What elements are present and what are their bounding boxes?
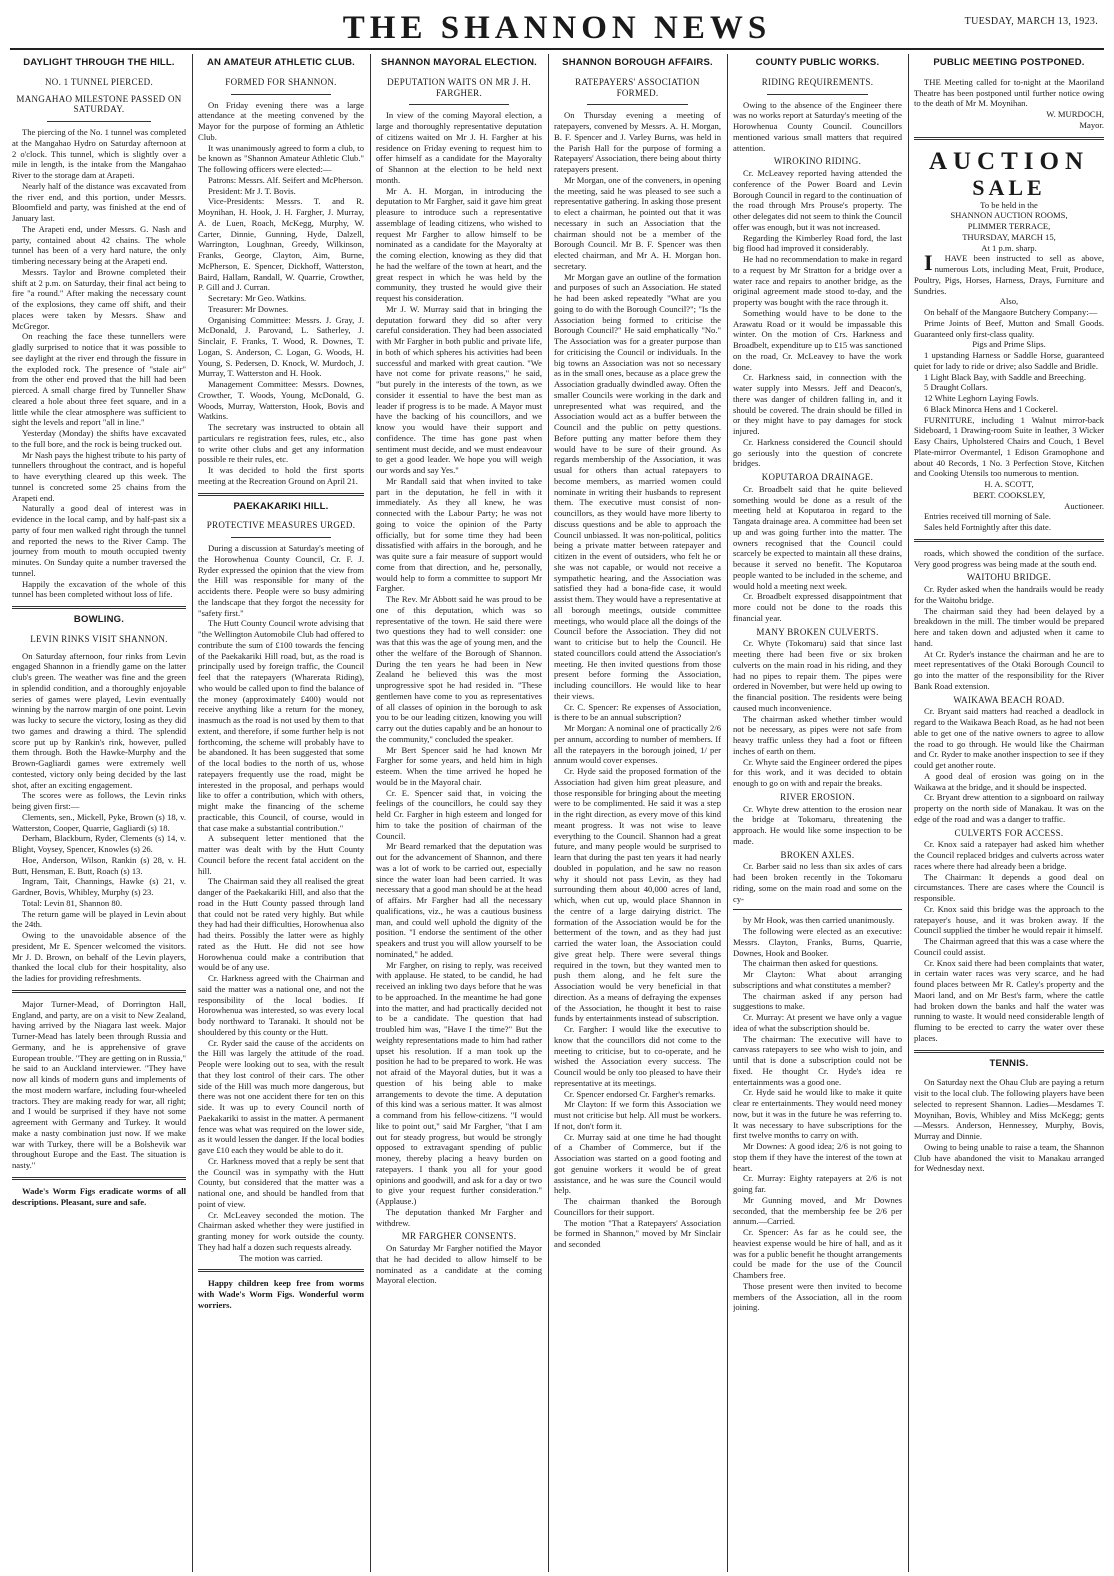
auction-body-text: HAVE been instructed to sell as above, numerous Lots, including Meat, Fruit, Produce, Poultry, Pigs, Horses, Harness, Drays, Furniture and Sundries. (914, 253, 1104, 296)
paragraph: Patrons: Messrs. Alf. Seifert and McPherson. (208, 174, 364, 185)
paragraph: Mr Fargher, on rising to reply, was received with applause. He stated, to be candid, he had received an inkling two days before that he was to be approached. In the meantime he had gone into the matter, and had practically decided not to be a candidate. The question that had troubled him was, "Have I the time?" But the weighty representations made to him had rather upset his resolution. If a man took up the position he had to be prepared to work. He was not afraid of the Mayoral duties, but it was a question of his being able to make arrangements to devote the time. A deputation of this kind was a serious matter. It was almost a command from his fellow-citizens. "I would like to point out," said Mr Fargher, "that I am out for steady progress, but would be strongly opposed to extravagant spending of public money, thereby placing a heavy burden on ratepayers. I thank you all for your good opinions and goodwill, and ask for a day or two to give your request further consideration." (Applause.) (376, 959, 542, 1206)
paragraph: Nearly half of the distance was excavated from the river end, and this portion, under Messrs. Bloomfield and party, was finished at the end of January last. (12, 180, 186, 223)
paragraph: The chairman asked if any person had suggestions to make. (733, 990, 902, 1012)
paragraph: Mr Morgan gave an outline of the formation and purposes of such an Association. He stated he had been asked repeatedly "What are you going to do with the Borough Council?"; "Is the Association being formed to criticise the Borough Council?" He said emphatically "No." The Association was for a greater purpose than for criticising the Council or individuals. In the big towns an Association was not so necessary as in the small ones, because as a place grew the Association gradually dwindled away. Often the smaller Councils were working in the dark and unrepresented what was required, and the Association would act as a buffer between the Council and the public on petty questions. Before putting any matter before them they would have to be sure of their ground. As regards membership of the Association, it was usual for others than actual ratepayers to become members, as married women could nominate in writing their husbands to represent them. The executive must consist of non-councillors, as they would have more liberty to discuss questions and be able to approach the Council unbiassed. It was non-political, politics being a private matter between ratepayer and citizen in the event of outsiders, who felt he or she was not capable, or would not receive a sympathetic hearing, and the Association was satisfied they had a bona-fide case, it would assist them. They would have a representative at all borough meetings, outside committee meetings, who would place all the doings of the Council before the Association. They did not want to criticise but to help the Council. He stated councillors could attend the Association's meeting. He then invited questions from those present before forming the Association, including councillors. He would like to hear their views. (554, 271, 721, 701)
divider (198, 1269, 364, 1272)
divider (914, 1050, 1104, 1053)
column-rule (548, 54, 549, 1572)
paragraph: Clements, sen., Mickell, Pyke, Brown (s) 18, v. Watterston, Cooper, Quarrie, Gagliardi (s) 18. (12, 811, 186, 833)
article-subhead: FORMED FOR SHANNON. (225, 76, 337, 87)
paragraph: Cr. McLeavey reported having attended the conference of the Power Board and Levin Borough Council in regard to the continuation of the road through Mrs Prouse's property. The other delegates did not seem to think the Council offer was enough, but it was not increased. (733, 168, 902, 232)
paragraph: Mr Nash pays the highest tribute to his party of tunnellers throughout the contract, and is hopeful to have everything cleared up this week. The tunnel is concreted some 25 chains from the Arapeti end. (12, 449, 186, 503)
column-6 (914, 54, 1104, 1572)
paragraph: Owing to the unavoidable absence of the president, Mr E. Spencer welcomed the visitors. Mr J. D. Brown, on behalf of the Levin players, thanked the local club for their hospitality, also the ladies for providing refreshments. (12, 930, 186, 983)
paragraph: Cr. Murray said at one time he had thought of a Chamber of Commerce, but if the Association was started on a good footing and got genuine workers it would be of great assistance, and he was sure the Council would help. (554, 1131, 721, 1196)
column-rule (908, 54, 909, 1572)
paragraph: by Mr Hook, was then carried unanimously. (743, 915, 895, 926)
paragraph: Treasurer: Mr Downes. (208, 303, 289, 314)
paragraph: A subsequent letter mentioned that the matter was dealt with by the Hutt County Council before the recent fatal accident on the hill. (198, 833, 364, 876)
paragraph: Cr. Broadbelt said that he quite believed something would be done as a result of the meeting held at Koputaroa in regard to the Tangata drainage area. A committee had been set up and was going further into the matter. The owners recognised that the Council could scarcely be expected to maintain all these drains, because it served no benefit. The Koputaroa people wanted to be included in the scheme, and would hold a meeting next week. (733, 483, 902, 591)
paragraph: Mr Bert Spencer said he had known Mr Fargher for some years, and held him in high esteem. When the time arrived he hoped he would be in the Mayoral chair. (376, 744, 542, 787)
section-heading: RIVER EROSION. (780, 791, 855, 802)
paragraph: It was unanimously agreed to form a club, to be known as "Shannon Amateur Athletic Club." The following officers were elected:— (198, 142, 364, 174)
paragraph: Cr. E. Spencer said that, in voicing the feelings of the councillors, he could say they held Cr. Fargher in high esteem and longed for him to take the position of chairman of the Council. (376, 787, 542, 841)
section-heading: WIROKINO RIDING. (773, 156, 862, 167)
paragraph: On Saturday Mr Fargher notified the Mayor that he had decided to allow himself to be nominated as a candidate at the coming Mayoral election. (376, 1243, 542, 1286)
auction-detail: At 1 p.m. sharp. (981, 242, 1037, 253)
divider (914, 137, 1104, 140)
auction-lot: 6 Black Minorca Hens and 1 Cockerel. (924, 403, 1058, 414)
paragraph: Cr. Bryant drew attention to a signboard on railway property on the north side of Manakau. It was on the edge of the road and was a danger to traffic. (914, 792, 1104, 824)
paragraph: The secretary was instructed to obtain all particulars re registration fees, rules, etc., also to write other clubs and get any information possible re their rules, etc. (198, 422, 364, 465)
paragraph: Cr. Whyte drew attention to the erosion near the bridge at Tokomaru, threatening the approach. He would like some inspection to be made. (733, 803, 902, 846)
divider (198, 493, 364, 496)
column-1 (12, 54, 186, 1572)
column-rule (192, 54, 193, 1572)
paragraph: On Saturday next the Ohau Club are paying a return visit to the local club. The following players have been selected to represent Shannon. Ladies—Mesdames T. Moynihan, Bovis, Whibley and Miss McKegg; gents—Messrs. Anderson, Hennessey, Murphy, Bovis, Murray and Dinnie. (914, 1077, 1104, 1141)
notice-signature: W. MURDOCH, (1046, 109, 1104, 119)
auction-headline: SALE (972, 174, 1046, 200)
section-heading: KOPUTAROA DRAINAGE. (761, 472, 874, 482)
auction-detail: Prime Joints of Beef, Mutton and Small Goods. Guaranteed only first-class quality. (914, 317, 1104, 339)
article-headline: SHANNON MAYORAL ELECTION. (381, 57, 537, 68)
auctioneer-name: H. A. SCOTT, (984, 479, 1034, 489)
paragraph: Organising Committee: Messrs. J. Gray, J. McDonald, J. Parovand, L. Satherley, J. Sinclair, F. Franks, T. Wood, R. Downes, T. Logan, S. Anderson, C. Logan, G. Woods, H. Young, S. Pedersen, D. Knock, W. Murdoch, J. Murray, T. Watterston and H. Hook. (198, 314, 364, 379)
section-heading: WAIKAWA BEACH ROAD. (953, 694, 1065, 705)
paragraph: Mr Beard remarked that the deputation was out for the advancement of Shannon, and there was a lot of work to be carried out, especially since the water loan had been carried. It was necessary that a good man should be at the head of affairs. Mr Fargher had all the necessary qualifications, viz., he was a cautious business man, and could well uphold the dignity of the position. "I endorse the sentiment of the other speakers and trust you will allow yourself to be nominated," he added. (376, 841, 542, 959)
paragraph: Secretary: Mr Geo. Watkins. (208, 293, 307, 303)
paragraph: The scores were as follows, the Levin rinks being given first:— (12, 790, 186, 811)
paragraph: Yesterday (Monday) the shifts have excavated to the full bore, and the rock is being trucked out. (12, 428, 186, 449)
article-headline: BOWLING. (73, 614, 125, 625)
auction-lot: 1 Light Black Bay, with Saddle and Breeching. (924, 371, 1086, 382)
paragraph: Something would have to be done to the Arawatu Road or it would be impassable this winter. On the motion of Crs. Harkness and Broadbelt, expenditure up to £15 was sanctioned on the road, Cr. McLeavey to have the work done. (733, 307, 902, 372)
divider (12, 606, 186, 609)
paragraph: During a discussion at Saturday's meeting of the Horowhenua County Council, Cr. F. J. Ryder expressed the opinion that the view from the Hill was responsible for many of the accidents there. People were so busy admiring the landscape that they forgot the necessity for "safety first." (198, 543, 364, 618)
section-heading: WAITOHU BRIDGE. (966, 572, 1052, 583)
notice-text: THE Meeting called for to-night at the Maoriland Theatre has been postponed until further notice owing to the death of Mr M. Moynihan. (914, 76, 1104, 109)
paragraph: Cr. Broadbelt expressed disappointment that more could not be done to the roads this financial year. (733, 591, 902, 623)
paragraph: Those present were then invited to become members of the Association, all in the room joining. (733, 1280, 902, 1313)
paragraph: The Chairman said they all realised the great danger of the Paekakariki Hill, and also that the road in the Hutt County passed through land that could not be rated very highly. But while they had had their difficulties, Horowhenua also had theirs. Possibly the latter were as highly rated as the Hutt. He did not see how Horowhenua could make a contribution that would be of any use. (198, 876, 364, 973)
paragraph: Regarding the Kimberley Road ford, the last big flood had improved it considerably. (733, 232, 902, 254)
section-heading: MR FARGHER CONSENTS. (401, 1231, 517, 1242)
paragraph: The Rev. Mr Abbott said he was proud to be one of this deputation, which was so representative of the town. He said there were two questions they had to well consider: one was that this was the age of young men, and the other the welfare of the Borough of Shannon. During the ten years he had been in New Zealand he believed this was the most unprogressive spot he had resided in. "These gentlemen have come to you as representatives of all classes of opinion in the borough to ask you to be our leading citizen, knowing you will carry out the duties capably and be an honour to the community," concluded the speaker. (376, 594, 542, 744)
paragraph: On Thursday evening a meeting of ratepayers, convened by Messrs. A. H. Morgan, B. F. Spencer and J. Varley Burns, was held in the Parish Hall for the purpose of forming a Ratepayers' Association, there being about thirty ratepayers present. (554, 110, 721, 174)
paragraph: Mr Randall said that when invited to take part in the deputation, he fell in with it immediately. As they all knew, he was connected with the Labour Party; he was not going to voice the opinion of the Party officially, but for some time they had been dissatisfied with affairs in the borough, and he was quite sure a fair measure of support would come from that direction, and he, personally, would help to form a committee to support Mr Fargher. (376, 475, 542, 594)
article-headline: SHANNON BOROUGH AFFAIRS. (562, 57, 713, 68)
paragraph: Hoe, Anderson, Wilson, Rankin (s) 28, v. H. Butt, Hensman, E. Butt, Roach (s) 13. (12, 854, 186, 876)
paragraph: On Saturday afternoon, four rinks from Levin engaged Shannon in a friendly game on the latter club's green. The weather was fine and the green in splendid condition, and a thoroughly enjoyable series of games were played, Levin eventually winning by the narrow margin of one point. Levin was lucky to secure the victory, losing as they did two games and drawing a third. The splendid score put up by Rankin's rink, however, pulled them through. Both the Hawke-Murphy and the Brown-Gagliardi games were extremely well contested, victory only being decided by the last shot, after an exciting engagement. (12, 650, 186, 790)
article-subhead: MANGAHAO MILESTONE PASSED ON SATURDAY. (16, 93, 182, 115)
paragraph: Mr J. W. Murray said that in bringing the deputation forward they did so after very careful consideration. They had been associated with Mr Fargher in both public and private life, in both of which spheres his activities had been successful and marked with great caution. "We have not come for private reasons," he said, "but purely in the interests of the town, as we consider it essential to have the best man as leader if progress is to be made. A Mayor must have the backing of his councillors, and we know you would have their support and confidence. The time has gone past when sentiment must decide, and we must endeavour to get a good leader. We hope you will weigh our words and say Yes." (376, 303, 542, 475)
divider (733, 909, 902, 910)
paragraph: Cr. Bryant said matters had reached a deadlock in regard to the Waikawa Beach Road, as he had not been able to get one of the native owners to agree to allow the road to go through. He would like the Chairman and Cr. Ryder to make another inspection to see if they could get another route. (914, 706, 1104, 770)
section-heading: BROKEN AXLES. (780, 849, 855, 860)
paragraph: Mr Clayton: What about arranging subscriptions and what constitutes a member? (733, 969, 902, 990)
paragraph: Cr. Harkness considered the Council should go seriously into the question of concrete bridges. (733, 436, 902, 469)
paragraph: The return game will be played in Levin about the 24th. (12, 908, 186, 930)
paragraph: Cr. Ryder said the cause of the accidents on the Hill was largely the attitude of the road. People were looking out to sea, with the result that they lost control of their cars. The other side of the Hill was much more dangerous, but there was not one accident there for ten on this side. It was up to every Council north of Paekakariki to assist in the matter. A permanent fence was what was required on the lower side, as it would lessen the danger. If the local bodies gave £10 each they would be able to do it. (198, 1037, 364, 1155)
paragraph: The chairman said they had been delayed by a breakdown in the mill. The timber would be prepared here and taken down and adjusted when it came to hand. (914, 605, 1104, 648)
article-headline: PAEKAKARIKI HILL. (233, 500, 329, 512)
paragraph: Happily the excavation of the whole of this tunnel has been completed without loss of life. (12, 578, 186, 600)
auctioneer-title: Auctioneer. (1064, 500, 1104, 511)
paragraph: The chairman: The executive will have to canvass ratepayers to see who wish to join, and until that is done a subscription could not be fixed. He thought Cr. Hyde's idea re entertainments was a good one. (733, 1033, 902, 1087)
paragraph: Cr. Whyte said the Engineer ordered the pipes for this work, and it was decided to obtain enough to go on with and repair the breaks. (733, 756, 902, 788)
article-headline: COUNTY PUBLIC WORKS. (755, 57, 880, 68)
paragraph: It was decided to hold the first sports meeting at the Recreation Ground on April 21. (198, 465, 364, 486)
divider (12, 1177, 186, 1180)
column-4 (554, 54, 721, 1572)
paragraph: The piercing of the No. 1 tunnel was completed at the Mangahao Hydro on Saturday afternoon at 2 o'clock. This tunnel, which is slightly over a mile in length, is the intake from the Mangahao River to the storage dam at Arapeti. (12, 127, 186, 180)
auction-detail: To be held in the (980, 199, 1038, 210)
drop-cap: I (924, 250, 933, 276)
paragraph: Ingram, Tait, Channings, Hawke (s) 21, v. Gardner, Bovis, Whibley, Murphy (s) 23. (12, 876, 186, 897)
article-subhead: NO. 1 TUNNEL PIERCED. (44, 76, 154, 87)
auction-detail: SHANNON AUCTION ROOMS, (950, 210, 1068, 221)
paragraph: Mr Morgan, one of the conveners, in opening the meeting, said he was pleased to see such a representative gathering. In asking those present to elect a chairman, he pointed out that it was necessary in such an Association that the chairman should not be a member of the Borough Council. Mr B. F. Spencer was then elected chairman, and Mr A. H. Morgan hon. secretary. (554, 174, 721, 271)
paragraph: Cr. Barber said no less than six axles of cars had been broken recently in the Tokomaru riding, some on the main road and some on the cy- (733, 861, 902, 904)
auction-lot: 12 White Leghorn Laying Fowls. (924, 393, 1039, 403)
paragraph: Cr. Whyte (Tokomaru) said that since last meeting there had been five or six broken culverts on the main road in his riding, and they had no pipes to repair them. The pipes were ordered in November, but were held up owing to the financial position. The residents were being caused much inconvenience. (733, 638, 902, 713)
paragraph: The chairman asked whether timber would not be necessary, as pipes were not safe from heavy traffic unless they had a foot or fifteen inches of earth on them. (733, 713, 902, 756)
auctioneer-name: BERT. COOKSLEY, (973, 489, 1045, 500)
paragraph: Mr Downes: A good idea; 2/6 is not going to stop them if they have the interest of the town at heart. (733, 1141, 902, 1173)
paragraph: The following were elected as an executive: Messrs. Clayton, Franks, Burns, Quarrie, Downes, Hook and Booker. (733, 926, 902, 958)
paragraph: Mr Clayton: If we form this Association we must not criticise but help. All must be workers. If not, don't form it. (554, 1099, 721, 1131)
paragraph: On reaching the face these tunnellers were gladly surprised to notice that it was possible to see daylight at the river end through the fissure in the exploded rock. The presence of "stale air" from the other end proved that the hill had been pierced. A small charge fired by Tunneller Shaw cleared a hole about three feet square, and in a little while the clear atmosphere was sufficient to sight the levels and report "all in line." (12, 331, 186, 428)
paragraph: At Cr. Ryder's instance the chairman and he are to meet representatives of the Otaki Borough Council to go into the matter of the responsibility for the River Bank Road extension. (914, 648, 1104, 691)
advertisement: Wade's Worm Figs eradicate worms of all descriptions. Pleasant, sure and safe. (12, 1185, 186, 1207)
advertisement: Happy children keep free from worms with Wade's Worm Figs. Wonderful worm worriers. (198, 1278, 364, 1310)
paragraph: Management Committee: Messrs. Downes, Crowther, T. Woods, Young, McDonald, G. Woods, Murray, Watterston, Hook, Bovis and Watkins. (198, 379, 364, 422)
auction-detail: THURSDAY, MARCH 15, (962, 231, 1056, 242)
paragraph: The chairman thanked the Borough Councillors for their support. (554, 1196, 721, 1217)
notice-headline: PUBLIC MEETING POSTPONED. (933, 57, 1085, 68)
paragraph: Cr. Murray: Eighty ratepayers at 2/6 is not going far. (733, 1173, 902, 1194)
paragraph: Cr. Harkness said, in connection with the water supply into Messrs. Jeff and Deacon's, there was danger of children falling in, and it should be covered. The drain should be filled in or they might have to pay damages for stock injured. (733, 372, 902, 436)
paragraph: Cr. Knox said this bridge was the approach to the ratepayer's house, and it was broken away. If the Council supplied the timber he would repair it himself. (914, 903, 1104, 936)
divider (231, 94, 331, 95)
paragraph: The chairman then asked for questions. (743, 958, 879, 969)
section-heading: CULVERTS FOR ACCESS. (954, 827, 1064, 838)
paragraph: Cr. Harkness moved that a reply be sent that the Council was in sympathy with the Hutt County, but considered that the matter was a national one, and should be handled from that point of view. (198, 1155, 364, 1209)
paragraph: On Friday evening there was a large attendance at the meeting convened by the Mayor for the purpose of forming an Athletic Club. (198, 99, 364, 142)
paragraph: A good deal of erosion was going on in the Waikawa at the bridge, and it should be inspected. (914, 770, 1104, 792)
paragraph: Cr. Ryder asked when the handrails would be ready for the Waitohu bridge. (914, 584, 1104, 605)
article-headline: DAYLIGHT THROUGH THE HILL. (23, 57, 175, 68)
paragraph: Mr A. H. Morgan, in introducing the deputation to Mr Fargher, said it gave him great pleasure to introduce such a representative assemblage of leading citizens, who wished to request Mr Fargher to allow himself to be nominated as a candidate for the Mayoralty at the coming election, knowing as they did that he had the welfare of the town at heart, and the great respect in which he was held by the community, they trusted he would give their request his consideration. (376, 185, 542, 303)
section-heading: MANY BROKEN CULVERTS. (756, 626, 879, 637)
masthead-rule (10, 48, 1104, 50)
paragraph: The Chairman: It depends a good deal on circumstances. There are cases where the Council is responsible. (914, 871, 1104, 903)
divider (12, 990, 186, 993)
paragraph: Cr. Harkness agreed with the Chairman and said the matter was a national one, and not the responsibility of the local bodies. If Horowhenua was interested, so was every local body northward to Taranaki. It should not be shouldered by this county or the Hutt. (198, 973, 364, 1037)
paragraph: The motion "That a Ratepayers' Association be formed in Shannon," moved by Mr Sinclair and seconded (554, 1217, 721, 1249)
article-headline: AN AMATEUR ATHLETIC CLUB. (206, 57, 355, 68)
paragraph: Cr. Hyde said he would like to make it quite clear re entertainments. They would need money now, but it was in the future he was referring to. It was necessary to have subscriptions for the first twelve months to carry on with. (733, 1087, 902, 1141)
paragraph: The deputation thanked Mr Fargher and withdrew. (376, 1206, 542, 1228)
article-subhead: PROTECTIVE MEASURES URGED. (206, 520, 356, 531)
issue-date: TUESDAY, MARCH 13, 1923. (964, 16, 1098, 27)
divider (409, 104, 509, 105)
paragraph: In view of the coming Mayoral election, a large and thoroughly representative deputation of citizens waited on Mr J. H. Fargher at his residence on Friday evening to request him to offer himself as a candidate for the Mayoralty of Shannon at the election to be held next month. (376, 110, 542, 185)
divider (47, 121, 151, 122)
paragraph: Cr. Hyde said the proposed formation of the Association had given him great pleasure, and those responsible for bringing about the meeting were to be complimented. He said it was a step in the right direction, as every move of this kind meant progress. It was not wise to leave everything to the Council. Shannon had a great future, and many people would be surprised to learn that during the past ten years it had nearly doubled in population, and he saw no reason why it should not pass Levin, as they had surrounding them about 40,000 acres of land, which, when cut up, would place Shannon in the centre of a large dairying district. The formation of the Association would be for the betterment of the town, and as they had just carried the water loan, the Association could give great help. There were several things required in the town, but they wanted men to push them along, and he felt sure the Association would be very beneficial in that direction. As a means of defraying the expenses of the Association, he thought it best to raise funds by entertainments instead of subscription. (554, 766, 721, 1024)
auction-headline: AUCTION (928, 147, 1090, 175)
divider (767, 94, 868, 95)
paragraph: Naturally a good deal of interest was in evidence in the local camp, and by half-past six a party of four men walked right through the tunnel and reported the news to the River Camp. The journey from mouth to mouth occupied twenty minutes. On Sunday quite a number traversed the tunnel. (12, 503, 186, 578)
paragraph: Cr. Knox said a ratepayer had asked him whether the Council replaced bridges and culverts across water races where there had already been a bridge. (914, 839, 1104, 871)
auction-detail: Also, (999, 296, 1019, 307)
paragraph: Owing to the absence of the Engineer there was no works report at Saturday's meeting of the Horowhenua County Council. Councillors mentioned various small matters that required attention. (733, 99, 902, 153)
auction-detail: Pigs and Prime Slips. (972, 339, 1046, 350)
paragraph: He had no recommendation to make in regard to a request by Mr Stratton for a bridge over a water race and repairs to another bridge, as the original agreement made stood to-day, and the property was bought with the race through it. (733, 254, 902, 307)
column-rule (370, 54, 371, 1572)
paragraph: The Hutt County Council wrote advising that "the Wellington Automobile Club had offered to contribute the sum of £100 towards the fencing of the Paekakariki Hill road, but, as the road is principally used by foreign traffic, the Council feel that the ratepayers (Wharerata Riding), who would be called upon to find the balance of the money (approximately £400) would not receive anything like a return for the money, inasmuch as the road is not used by them to that extent, and therefore, if some further help is not forthcoming, the scheme will probably have to be abandoned. It has been suggested that some of the local bodies to the north of us, whose ratepayers frequently use the road, might be interested in the proposal, and perhaps would like to offer a contribution, which with others, might make the financing of the scheme practicable, this Council, of course, would in that case make a substantial contribution." (198, 618, 364, 833)
paragraph: Vice-Presidents: Messrs. T. and R. Moynihan, H. Hook, J. H. Fargher, J. Murray, A. de Luen, Roach, McKegg, Murphy, W. Carter, Dinnie, Gunning, Hyde, Dalzell, Warrington, Loughnan, Greedy, Wilkinson, Franks, George, Clayton, Aim, Burne, McPherson, E. Spencer, Dickhoff, Watterston, Baird, Hallam, Randall, W. Quarrie, Crowther, P. Gill and J. Curran. (198, 196, 364, 293)
paragraph: Derham, Blackburn, Ryder, Clements (s) 14, v. Blight, Voysey, Spencer, Knowles (s) 26. (12, 833, 186, 854)
paragraph: Cr. Spencer endorsed Cr. Fargher's remarks. (564, 1088, 716, 1099)
auction-detail: FURNITURE, including 1 Walnut mirror-back Sideboard, 1 Drawing-room Suite in leather, 3 Wicker Easy Chairs, Upholstered Chairs and Couch, 1 Bevel Plate-mirror Overmantel, 1 Edison Gramophone and about 40 Records, 1 No. 3 Perfection Stove, Kitchen and Cooking Utensils too numerous to mention. (914, 414, 1104, 479)
paragraph: Cr. Murray: At present we have only a vague idea of what the subscription should be. (733, 1012, 902, 1033)
paragraph: Owing to being unable to raise a team, the Shannon Club have abandoned the visit to Manakau arranged for Wednesday next. (914, 1141, 1104, 1174)
paragraph: roads, which showed the condition of the surface. Very good progress was being made at the south end. (914, 547, 1104, 569)
auction-detail: Entries received till morning of Sale. (924, 511, 1051, 522)
column-rule (727, 54, 728, 1572)
article-subhead: RIDING REQUIREMENTS. (761, 76, 874, 87)
article-headline: TENNIS. (989, 1057, 1029, 1069)
auction-lot: 1 upstanding Harness or Saddle Horse, guaranteed quiet for lady to ride or drive; also Saddle and Bridle. (914, 350, 1104, 371)
column-5 (733, 54, 902, 1572)
auction-body (914, 250, 1104, 296)
paragraph: Major Turner-Mead, of Dorrington Hall, England, and party, are on a visit to New Zealand, having arrived by the Niagara last week. Major Turner-Mead has lately been through Russia and Germany, and he is apprehensive of grave European trouble. "They are getting on in Russia," he said to an Auckland interviewer. "They have now all kinds of modern guns and implements of the most modern warfare, including four-wheeled tractors. They are making ready for war, all right; and I would be surprised if they have not some agreement with Germany and Turkey. It would make a nasty combination just now. If we make war with Turkey, there will be a Bolshevik war throughout Europe and the East. The situation is nasty." (12, 998, 186, 1170)
paragraph: Messrs. Taylor and Browne completed their shift at 2 p.m. on Saturday, their final act being to fire "a round." After making the necessary count of the explosions, they came off shift, and their places were taken by Messrs. Shaw and McGregor. (12, 266, 186, 331)
divider (914, 539, 1104, 542)
paragraph: President: Mr J. T. Bovis. (208, 185, 296, 196)
paragraph: The motion was carried. (239, 1252, 323, 1263)
paragraph: Cr. McLeavey seconded the motion. The Chairman asked whether they were justified in granting money for work outside the county. They had half a dozen such requests already. (198, 1209, 364, 1252)
paragraph: Mr Morgan: A nominal one of practically 2/6 per annum, according to number of members. If all the ratepayers in the borough joined, 1/ per annum would cover expenses. (554, 723, 721, 766)
newspaper-title: THE SHANNON NEWS (342, 10, 772, 46)
masthead (0, 0, 1114, 52)
paragraph: Mr Gunning moved, and Mr Downes seconded, that the membership fee be 2/6 per annum.—Carried. (733, 1194, 902, 1227)
auction-detail: Sales held Fortnightly after this date. (924, 522, 1051, 532)
auction-lot: 5 Draught Collars. (924, 382, 988, 393)
paragraph: Total: Levin 81, Shannon 80. (22, 897, 123, 908)
column-3 (376, 54, 542, 1572)
article-subhead: RATEPAYERS' ASSOCIATION FORMED. (575, 76, 700, 98)
auction-detail: On behalf of the Mangaore Butchery Company:— (924, 307, 1098, 317)
paragraph: Cr. Spencer: As far as he could see, the heaviest expense would be hire of hall, and as it was for a public benefit he thought arrangements could be made for the use of the Council Chambers free. (733, 1227, 902, 1280)
notice-signature: Mayor. (1079, 119, 1104, 130)
paragraph: Cr. C. Spencer: Re expenses of Association, is there to be an annual subscription? (554, 701, 721, 723)
article-subhead: DEPUTATION WAITS ON MR J. H. FARGHER. (387, 76, 531, 98)
auction-detail: PLIMMER TERRACE, (967, 221, 1051, 231)
paragraph: The Chairman agreed that this was a case where the Council could assist. (914, 936, 1104, 957)
divider (587, 104, 687, 105)
column-2 (198, 54, 364, 1572)
paragraph: Cr. Fargher: I would like the executive to know that the councillors did not come to the meeting to criticise, but to co-operate, and he wished the Association every success. The Council would be only too pleased to have their representative at its meetings. (554, 1024, 721, 1088)
article-subhead: LEVIN RINKS VISIT SHANNON. (30, 633, 168, 644)
paragraph: The Arapeti end, under Messrs. G. Nash and party, contained about 42 chains. The whole tunnel has been of a very hard nature, the only timbering necessary being at the Arapeti end. (12, 223, 186, 266)
divider (231, 537, 331, 538)
paragraph: Cr. Knox said there had been complaints that water, in certain water races was very scarce, and he had found places between Mr R. Catley's property and the Maori land, and on Mr Best's farm, where the cattle had broken down the banks and half the water was running to waste. It would need considerable length of fluming to be erected to carry the water over these places. (914, 957, 1104, 1043)
